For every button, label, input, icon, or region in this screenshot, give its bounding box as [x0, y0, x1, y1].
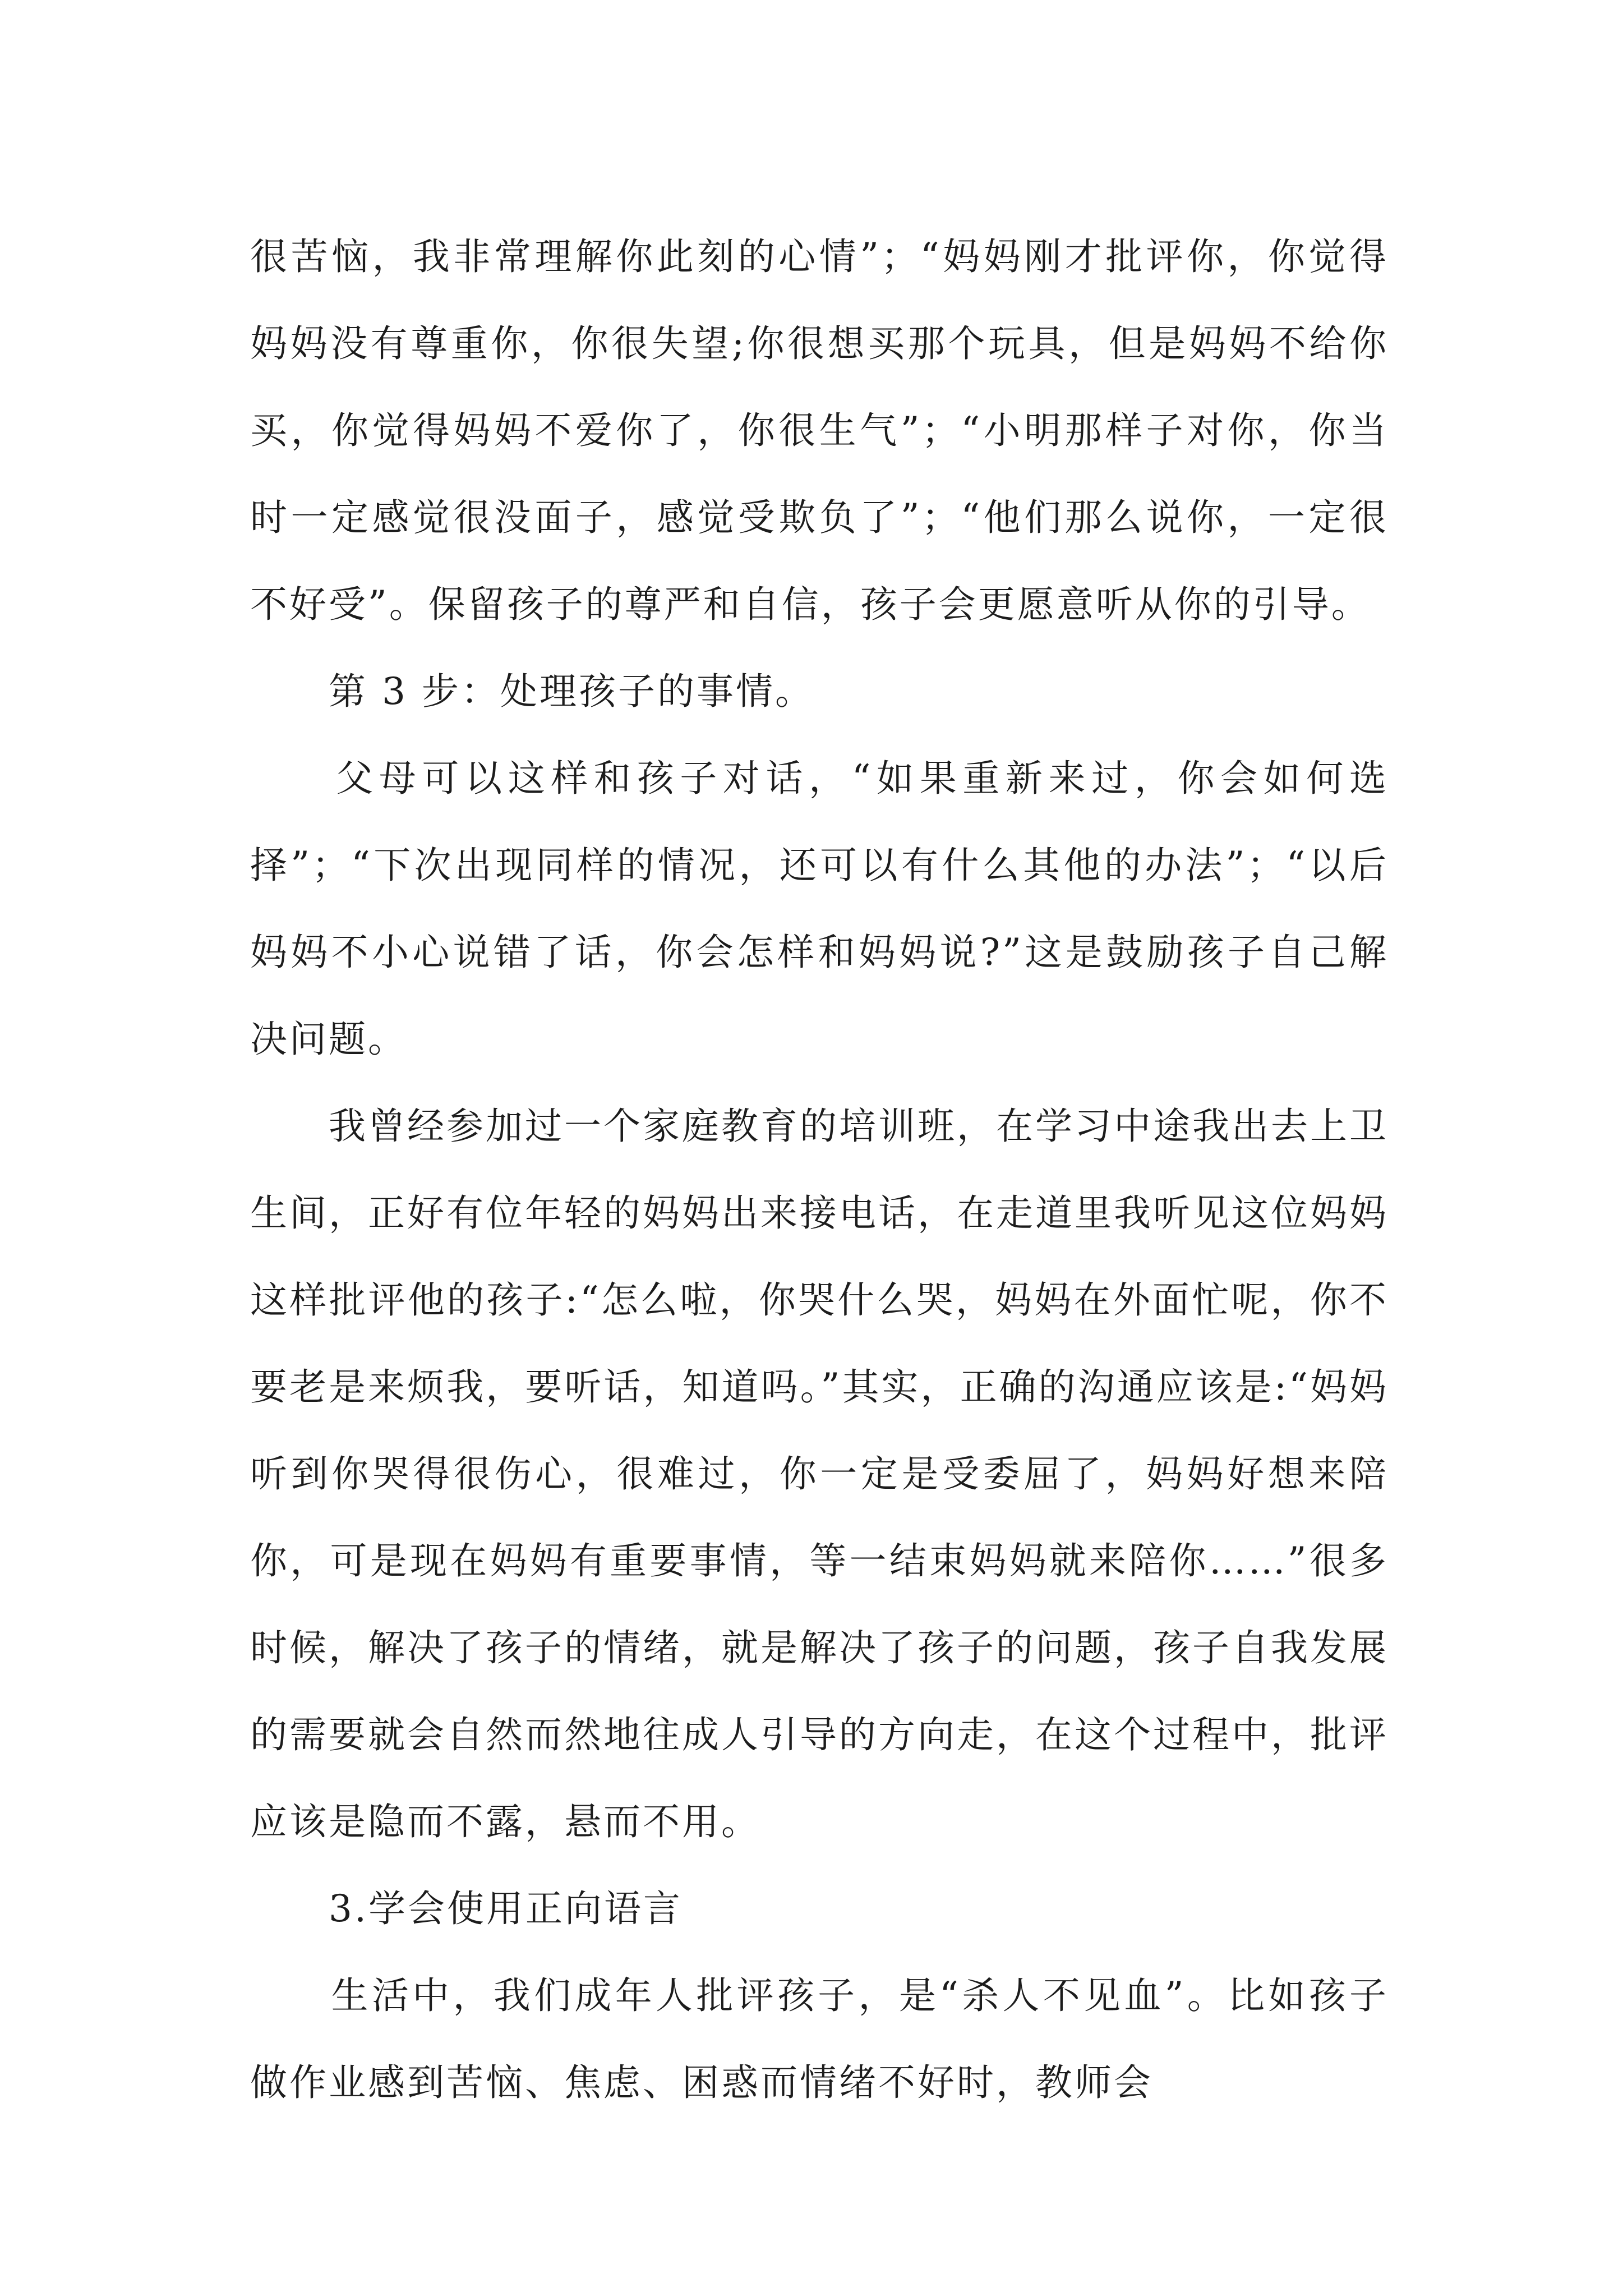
- body-text: [250, 213, 1389, 2126]
- paragraph-step-3-heading: 第 3 步：处理孩子的事情。: [250, 670, 814, 713]
- paragraph-positive-language-intro: 生活中，我们成年人批评孩子，是“杀人不见血”。比如孩子做作业感到苦恼、焦虑、困惑而情绪不好时，教师会: [250, 1974, 1389, 2104]
- paragraph-parent-dialogue: 父母可以这样和孩子对话，“如果重新来过，你会如何选择”；“下次出现同样的情况，还可以有什么其他的办法”；“以后妈妈不小心说错了话，你会怎样和妈妈说?”这是鼓励孩子自己解决问题。: [250, 757, 1389, 1061]
- paragraph-training-class-story: 我曾经参加过一个家庭教育的培训班，在学习中途我出去上卫生间，正好有位年轻的妈妈出来接电话，在走道里我听见这位妈妈这样批评他的孩子:“怎么啦，你哭什么哭，妈妈在外面忙呢，你不要老是来烦我，要听话，知道吗。”其实，正确的沟通应该是:“妈妈听到你哭得很伤心，很难过，你一定是受委屈了，妈妈好想来陪你，可是现在妈妈有重要事情，等一结束妈妈就来陪你……”很多时候，解决了孩子的情绪，就是解决了孩子的问题，孩子自我发展的需要就会自然而然地往成人引导的方向走，在这个过程中，批评应该是隐而不露，悬而不用。: [250, 1105, 1389, 1843]
- paragraph-section-3-heading: 3.学会使用正向语言: [250, 1887, 683, 1930]
- paragraph-continued-empathy-examples: 很苦恼，我非常理解你此刻的心情”；“妈妈刚才批评你，你觉得妈妈没有尊重你，你很失望;你很想买那个玩具，但是妈妈不给你买，你觉得妈妈不爱你了，你很生气”；“小明那样子对你，你当时一定感觉很没面子，感觉受欺负了”；“他们那么说你，一定很不好受”。保留孩子的尊严和自信，孩子会更愿意听从你的引导。: [250, 235, 1389, 626]
